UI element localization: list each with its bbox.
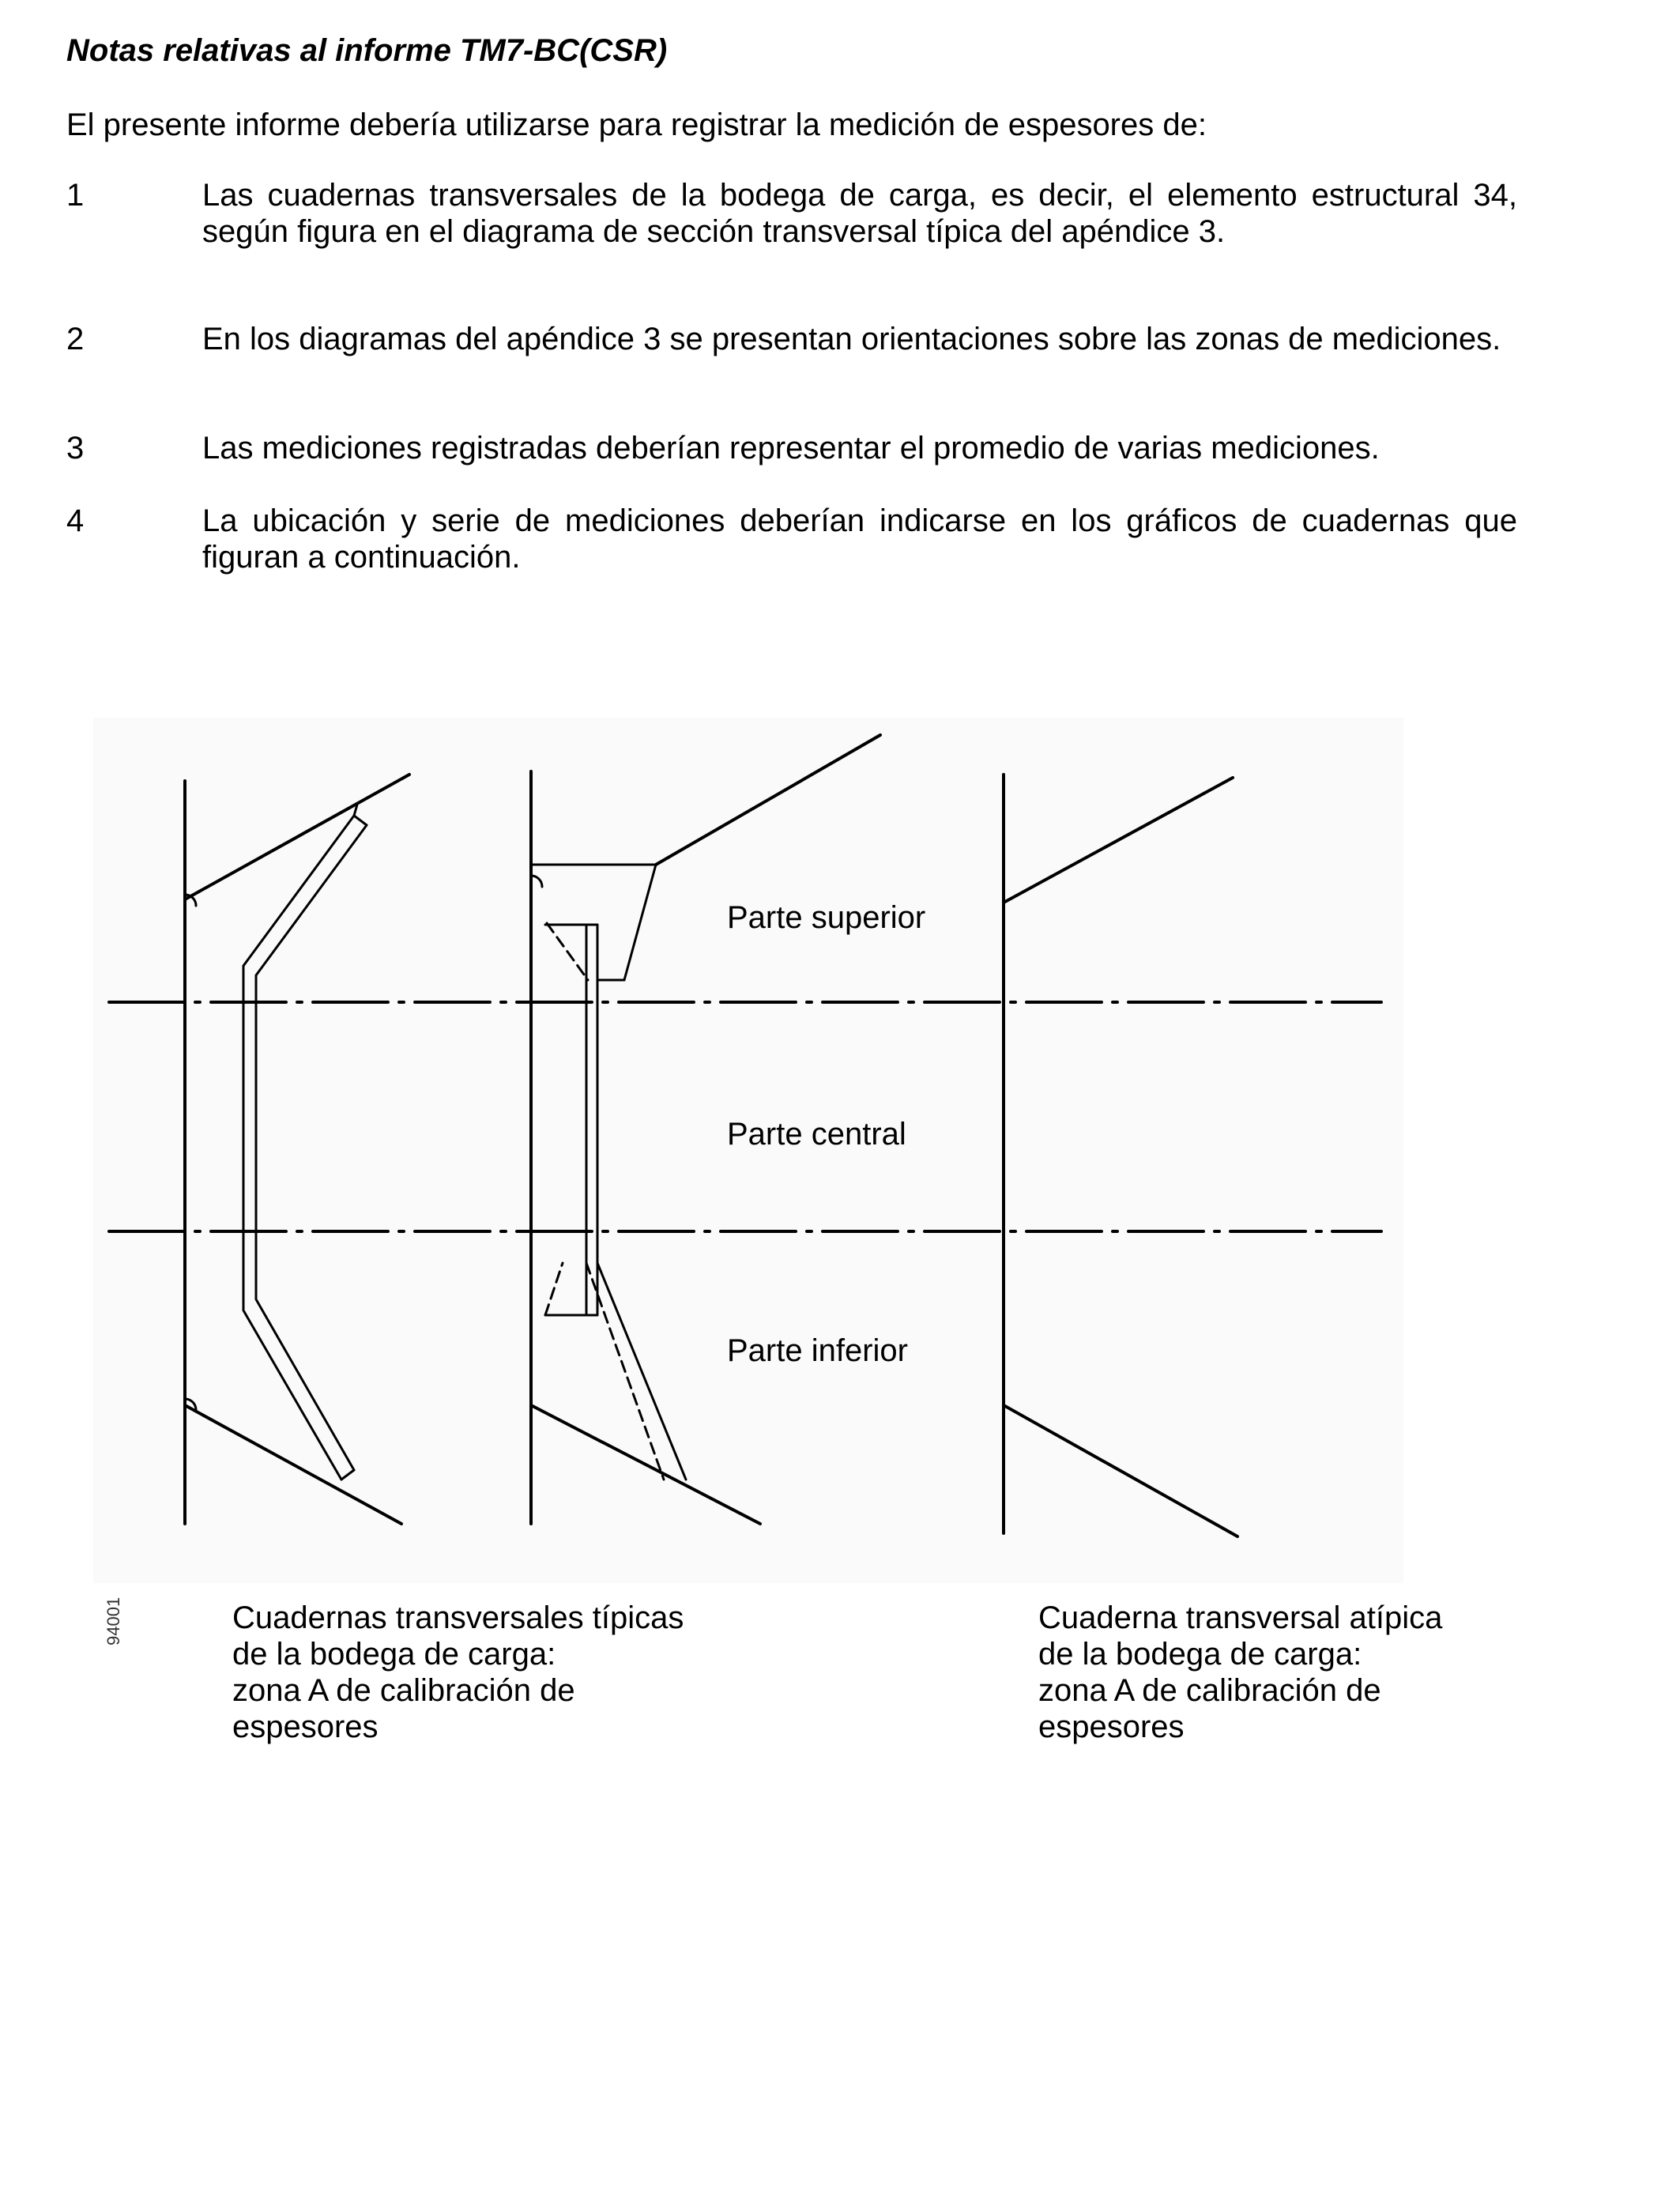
caption-line: zona A de calibración de: [1038, 1673, 1381, 1708]
zone-label-middle: Parte central: [727, 1117, 906, 1152]
note-number: 3: [66, 431, 85, 466]
typical-frame-left: [185, 775, 409, 1524]
note-text: Las mediciones registradas deberían representar el promedio de varias mediciones.: [202, 431, 1380, 466]
zone-label-upper: Parte superior: [727, 900, 926, 935]
caption-line: Cuaderna transversal atípica: [1038, 1600, 1443, 1635]
document-title: Notas relativas al informe TM7-BC(CSR): [66, 33, 668, 68]
intro-paragraph: El presente informe debería utilizarse para registrar la medición de espesores de:: [66, 107, 1207, 142]
caption-line: de la bodega de carga:: [1038, 1637, 1362, 1672]
caption-line: espesores: [232, 1710, 379, 1744]
caption-typical-frames: [232, 1600, 684, 1745]
note-text: En los diagramas del apéndice 3 se presentan orientaciones sobre las zonas de mediciones.: [202, 322, 1501, 356]
note-number: 2: [66, 322, 85, 356]
caption-line: de la bodega de carga:: [232, 1637, 556, 1672]
note-number: 4: [66, 503, 85, 538]
note-number: 1: [66, 178, 85, 213]
note-text: Las cuadernas transversales de la bodega de carga, es decir, el elemento estructural 34, según figura en el diagrama de sección transversal típica del apéndice 3.: [202, 178, 1517, 249]
caption-line: zona A de calibración de: [232, 1673, 575, 1708]
zone-label-lower: Parte inferior: [727, 1333, 908, 1368]
caption-line: espesores: [1038, 1710, 1185, 1744]
figure-id: 94001: [104, 1596, 123, 1646]
note-text: La ubicación y serie de mediciones deberían indicarse en los gráficos de cuadernas que figuran a continuación.: [202, 503, 1517, 575]
atypical-frame: [1004, 775, 1237, 1536]
caption-line: Cuadernas transversales típicas: [232, 1600, 684, 1635]
caption-atypical-frame: [1038, 1600, 1442, 1745]
